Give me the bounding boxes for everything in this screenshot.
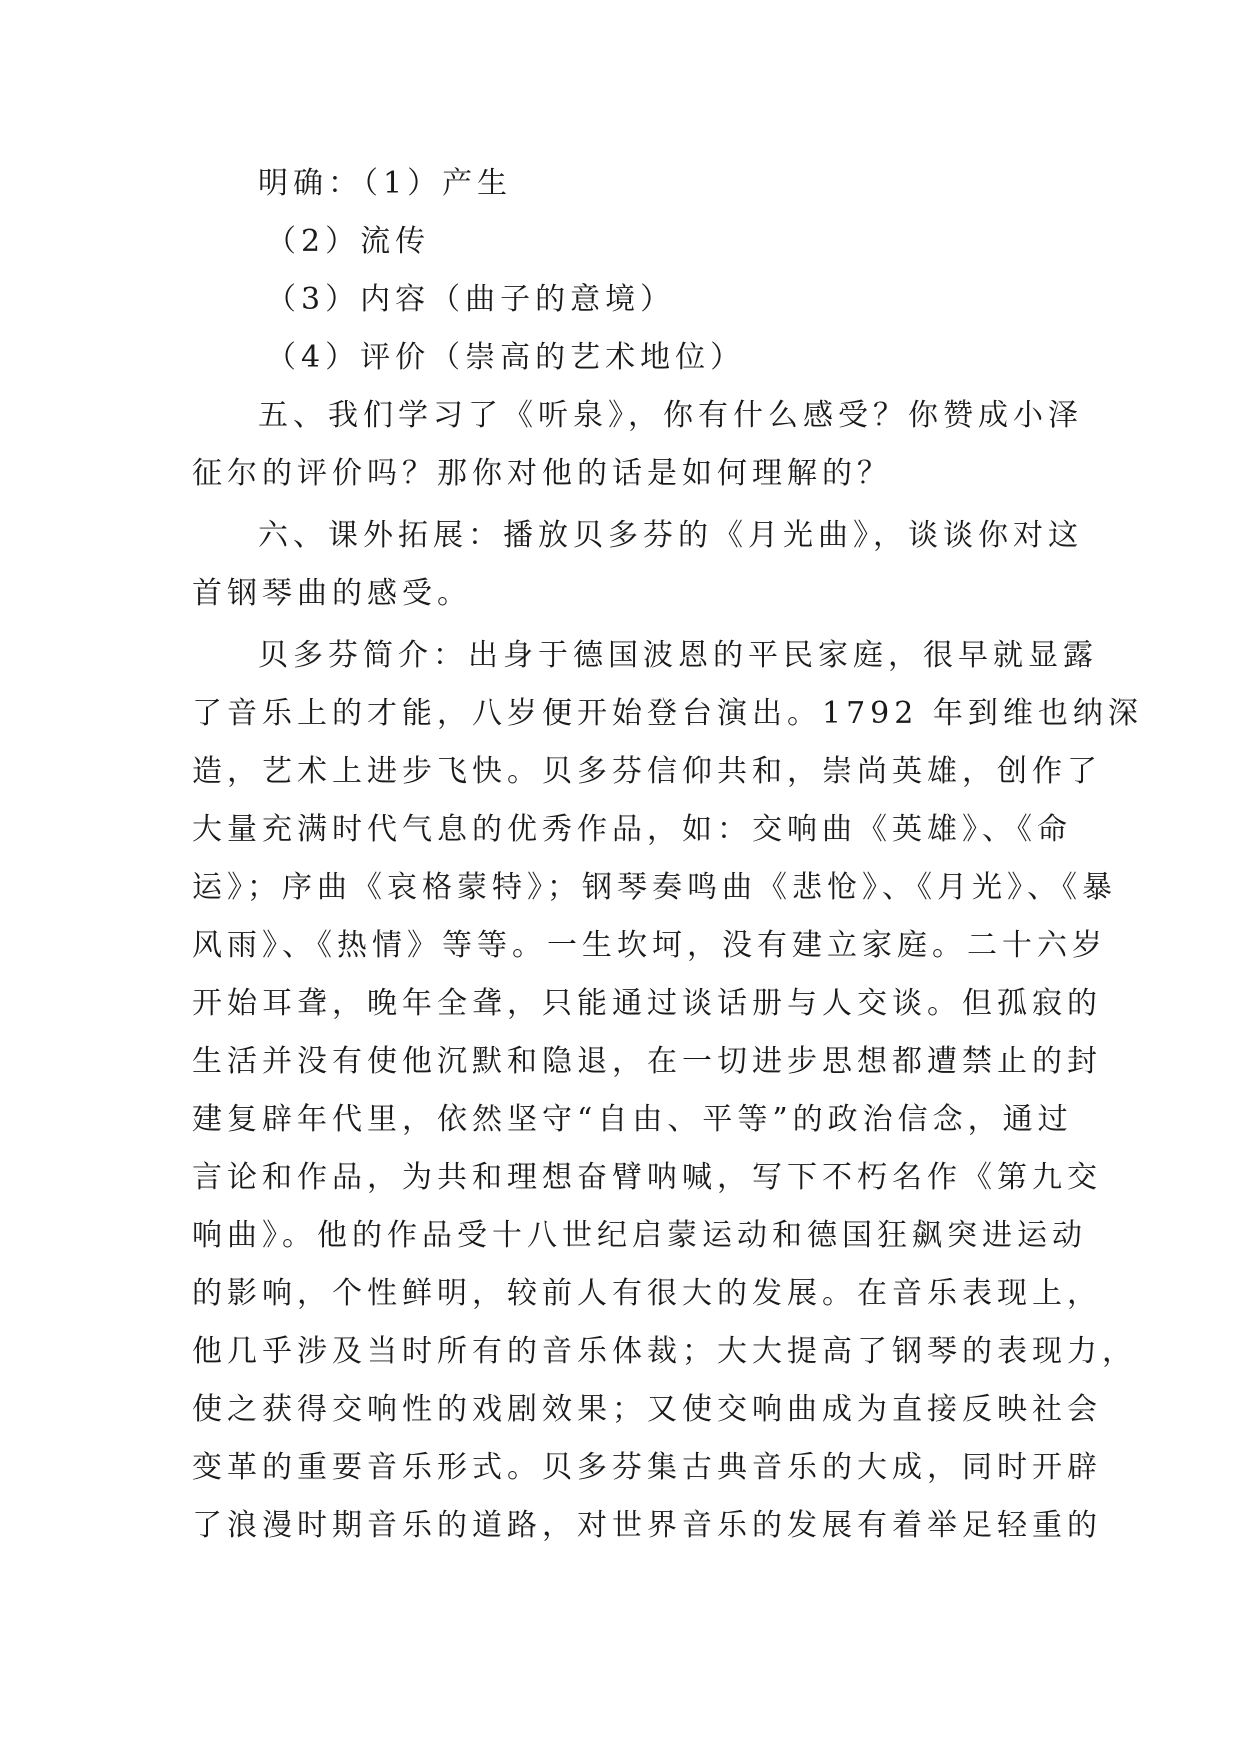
section5-line-1: 五、我们学习了《听泉》，你有什么感受？你赞成小泽 [258,398,1083,433]
answer-item-2: （2）流传 [266,224,431,259]
intro-line-4: 大量充满时代气息的优秀作品，如：交响曲《英雄》、《命 [192,812,1072,847]
section6-line-2: 首钢琴曲的感受。 [192,576,472,611]
intro-line-13: 他几乎涉及当时所有的音乐体裁；大大提高了钢琴的表现力， [192,1334,1137,1369]
intro-line-11: 响曲》。他的作品受十八世纪启蒙运动和德国狂飙突进运动 [192,1218,1087,1253]
intro-line-16: 了浪漫时期音乐的道路，对世界音乐的发展有着举足轻重的 [192,1508,1102,1543]
intro-line-1: 贝多芬简介：出身于德国波恩的平民家庭，很早就显露 [258,638,1098,673]
intro-line-8: 生活并没有使他沉默和隐退，在一切进步思想都遭禁止的封 [192,1044,1102,1079]
intro-line-12: 的影响，个性鲜明，较前人有很大的发展。在音乐表现上， [192,1276,1102,1311]
answer-item-4: （4）评价（崇高的艺术地位） [266,340,746,375]
document-body [192,155,1143,1555]
section6-line-1: 六、课外拓展：播放贝多芬的《月光曲》，谈谈你对这 [258,518,1083,553]
intro-line-5: 运》；序曲《哀格蒙特》；钢琴奏鸣曲《悲怆》、《月光》、《暴 [192,870,1117,905]
intro-line-10: 言论和作品，为共和理想奋臂呐喊，写下不朽名作《第九交 [192,1160,1102,1195]
section5-line-2: 征尔的评价吗？那你对他的话是如何理解的？ [192,456,892,491]
intro-line-7: 开始耳聋，晚年全聋，只能通过谈话册与人交谈。但孤寂的 [192,986,1102,1021]
intro-line-2: 了音乐上的才能，八岁便开始登台演出。1792 年到维也纳深 [192,696,1143,731]
intro-line-6: 风雨》、《热情》等等。一生坎坷，没有建立家庭。二十六岁 [192,928,1107,963]
intro-line-9: 建复辟年代里，依然坚守“自由、平等”的政治信念，通过 [192,1102,1073,1137]
intro-line-14: 使之获得交响性的戏剧效果；又使交响曲成为直接反映社会 [192,1392,1102,1427]
intro-line-3: 造，艺术上进步飞快。贝多芬信仰共和，崇尚英雄，创作了 [192,754,1102,789]
intro-line-15: 变革的重要音乐形式。贝多芬集古典音乐的大成，同时开辟 [192,1450,1102,1485]
answer-title-line: 明确：（1）产生 [258,166,513,201]
answer-item-3: （3）内容（曲子的意境） [266,282,676,317]
